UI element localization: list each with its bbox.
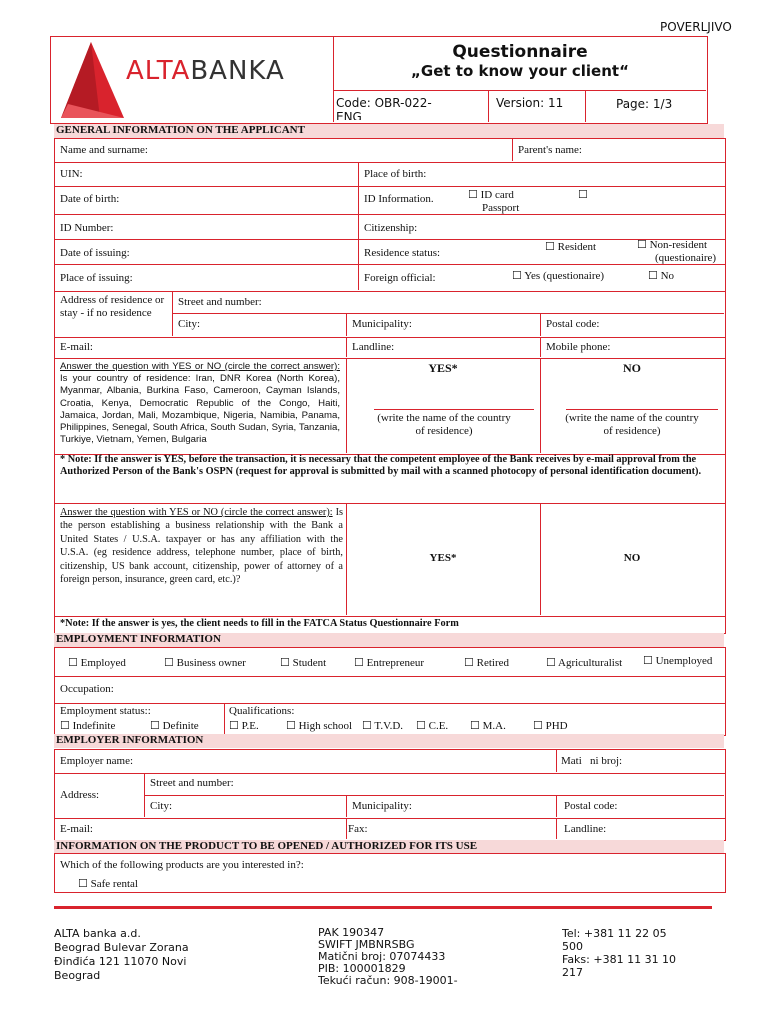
- qualifications-label: Qualifications:: [229, 705, 295, 717]
- logo-alta: ALTA: [126, 56, 191, 86]
- student-checkbox[interactable]: ☐ Student: [280, 657, 327, 669]
- general-heading: GENERAL INFORMATION ON THE APPLICANT: [56, 124, 305, 136]
- safe-rental-checkbox[interactable]: ☐ Safe rental: [78, 878, 138, 890]
- country-note: * Note: If the answer is YES, before the transaction, it is necessary that the competent employee of the Bank receives by e-mail approval from the Authorized Person of the Bank's OSPN (request for approval is submitted by mail with a scanned photocopy of personal identification document).: [60, 454, 702, 477]
- qualification-phd-checkbox[interactable]: ☐ PHD: [533, 720, 568, 732]
- fatca-question-text: Answer the question with YES or NO (circle the correct answer): Is the person establishing a business relationship with the Bank a United States / U.S.A. taxpayer or has any affiliation with the U.S.A. (eg residence address, telephone number, place of birth, citizenship, US bank account, citizenship, power of attorney of a foreign person, insurance, green card, etc.)?: [60, 507, 344, 586]
- retired-checkbox[interactable]: ☐ Retired: [464, 657, 509, 669]
- country-question-text: Answer the question with YES or NO (circle the correct answer): Is your country of residence: Iran, DNR Korea (North Korea), Myanmar, Albania, Burkina Faso, Cameroon, Cayman Islands, Croatia, Kenya, Democratic Republic of the Congo, Haiti, Jamaica, Jordan, Mali, Mozambique, Nigeria, Namibia, Panama, Philippines, Senegal, South Africa, South Sudan, Syria, Tanzania, Turkiye, Vietnam, Yemen, Bulgaria: [60, 361, 340, 446]
- product-heading: INFORMATION ON THE PRODUCT TO BE OPENED / AUTHORIZED FOR ITS USE: [56, 840, 478, 852]
- passport-checkbox[interactable]: ☐: [578, 189, 588, 201]
- uin-label: UIN:: [60, 168, 83, 180]
- qualification-ma-checkbox[interactable]: ☐ M.A.: [470, 720, 506, 732]
- id-number-label: ID Number:: [60, 222, 114, 234]
- agriculturalist-checkbox[interactable]: ☐ Agriculturalist: [546, 657, 623, 669]
- municipality-label: Municipality:: [352, 318, 412, 330]
- country-no-write-hint: (write the name of the country of residence): [565, 412, 699, 437]
- place-of-issuing-label: Place of issuing:: [60, 272, 133, 284]
- product-question: Which of the following products are you interested in?:: [60, 859, 304, 871]
- business-owner-checkbox[interactable]: ☐ Business owner: [164, 657, 246, 669]
- footer-bank-details: PAK 190347 SWIFT JMBNRSBG Matični broj: 07074433 PIB: 100001829 Tekući račun: 908-19001-: [318, 927, 458, 985]
- confidential-label: POVERLJIVO: [660, 20, 732, 34]
- form-code: Code: OBR-022-ENG: [336, 96, 432, 120]
- occupation-label: Occupation:: [60, 683, 114, 695]
- place-of-birth-label: Place of birth:: [364, 168, 427, 180]
- non-resident-questionnaire: (questionaire): [655, 252, 717, 264]
- header-title: Questionnaire: [452, 42, 588, 62]
- header-subtitle: „Get to know your client“: [411, 62, 629, 80]
- employer-address-label: Address:: [60, 789, 100, 801]
- city-label: City:: [178, 318, 201, 330]
- date-of-issuing-label: Date of issuing:: [60, 247, 130, 259]
- indefinite-checkbox[interactable]: ☐ Indefinite: [60, 720, 116, 732]
- date-of-birth-label: Date of birth:: [60, 193, 120, 205]
- landline-label: Landline:: [352, 341, 395, 353]
- passport-label: Passport: [482, 202, 520, 214]
- footer-contact: Tel: +381 11 22 05 500 Faks: +381 11 31 10 217: [562, 927, 677, 979]
- qualification-ce-checkbox[interactable]: ☐ C.E.: [416, 720, 449, 732]
- fatca-no-option[interactable]: NO: [623, 552, 641, 564]
- form-version: Version: 11: [496, 96, 564, 110]
- residence-status-label: Residence status:: [364, 247, 441, 259]
- qualification-high-school-checkbox[interactable]: ☐ High school: [286, 720, 353, 732]
- employer-heading: EMPLOYER INFORMATION: [56, 734, 204, 746]
- parents-name-label: Parent's name:: [518, 144, 582, 156]
- employed-checkbox[interactable]: ☐ Employed: [68, 657, 126, 669]
- email-label: E-mail:: [60, 341, 93, 353]
- entrepreneur-checkbox[interactable]: ☐ Entrepreneur: [354, 657, 425, 669]
- qualification-pe-checkbox[interactable]: ☐ P.E.: [229, 720, 259, 732]
- unemployed-checkbox[interactable]: ☐ Unemployed: [643, 655, 713, 667]
- footer-address: ALTA banka a.d. Beograd Bulevar Zorana Đinđića 121 11070 Novi Beograd: [54, 927, 189, 982]
- country-yes-write-hint: (write the name of the country of residence): [377, 412, 511, 437]
- qualification-tvd-checkbox[interactable]: ☐ T.V.D.: [362, 720, 404, 732]
- name-surname-label: Name and surname:: [60, 144, 148, 156]
- employer-contact-row: [54, 818, 726, 841]
- employer-city-label: City:: [150, 800, 173, 812]
- employer-landline-label: Landline:: [564, 823, 607, 835]
- employer-municipality-label: Municipality:: [352, 800, 412, 812]
- non-resident-checkbox[interactable]: ☐ Non-resident: [637, 239, 708, 251]
- street-number-label: Street and number:: [178, 296, 262, 308]
- id-information-label: ID Information.: [364, 193, 434, 205]
- foreign-official-label: Foreign official:: [364, 272, 436, 284]
- employment-status-label: Employment status::: [60, 705, 151, 717]
- foreign-official-yes-checkbox[interactable]: ☐ Yes (questionaire): [512, 270, 605, 282]
- form-page: Page: 1/3: [616, 97, 673, 111]
- country-yes-option[interactable]: YES*: [428, 361, 458, 375]
- row-name: [54, 138, 726, 163]
- employer-email-label: E-mail:: [60, 823, 93, 835]
- postal-code-label: Postal code:: [546, 318, 600, 330]
- fatca-note: *Note: If the answer is yes, the client needs to fill in the FATCA Status Questionnaire Form: [60, 618, 459, 629]
- resident-checkbox[interactable]: ☐ Resident: [545, 241, 597, 253]
- employer-name-label: Employer name:: [60, 755, 134, 767]
- employment-heading: EMPLOYMENT INFORMATION: [56, 633, 221, 645]
- occupation-row: [54, 676, 726, 704]
- country-no-option[interactable]: NO: [623, 361, 641, 375]
- logo-banka: BANKA: [190, 56, 285, 86]
- employer-registration-label: Mati ni broj:: [561, 755, 623, 767]
- address-residence-label: Address of residence or stay - if no residence: [60, 294, 165, 319]
- mobile-phone-label: Mobile phone:: [546, 341, 611, 353]
- employer-postal-code-label: Postal code:: [564, 800, 618, 812]
- fatca-yes-option[interactable]: YES*: [429, 552, 457, 564]
- citizenship-label: Citizenship:: [364, 222, 418, 234]
- alta-banka-logo: [58, 40, 308, 120]
- definite-checkbox[interactable]: ☐ Definite: [150, 720, 199, 732]
- employer-fax-label: Fax:: [348, 823, 368, 835]
- id-card-checkbox[interactable]: ☐ ID card: [468, 189, 514, 201]
- foreign-official-no-checkbox[interactable]: ☐ No: [648, 270, 675, 282]
- employer-name-row: [54, 749, 726, 774]
- employer-street-label: Street and number:: [150, 777, 234, 789]
